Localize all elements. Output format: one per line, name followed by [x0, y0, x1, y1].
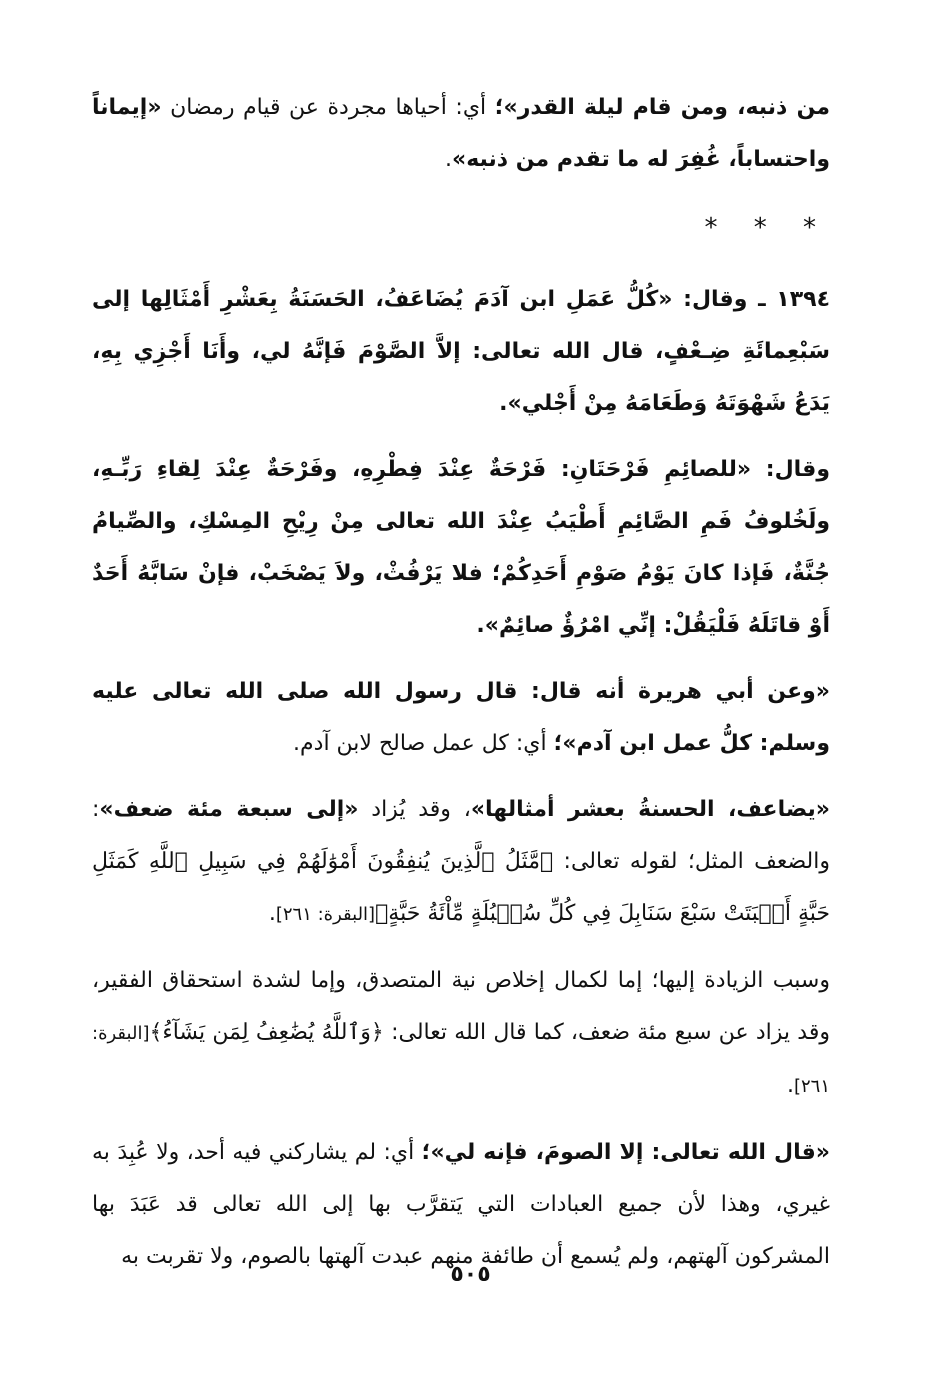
- paragraph-commentary-2: [92, 784, 830, 941]
- hadith-number: ١٣٩٤ ـ: [747, 287, 830, 312]
- quoted-text: «وعن أبي هريرة أنه قال: قال رسول الله صلى الله تعالى عليه وسلم: كلُّ عمل ابن آدم»؛: [92, 679, 830, 756]
- commentary-text: وسبب الزيادة إليها؛ إما لكمال إخلاص نية المتصدق، وإما لشدة استحقاق الفقير، وقد يزاد عن سبع مئة ضعف، كما قال الله تعالى:: [92, 968, 830, 1045]
- verse-reference: [البقرة: ٢٦١]: [92, 1023, 830, 1097]
- page-number: ٥٠٥: [450, 1262, 491, 1287]
- commentary-text: ، وقد يُزاد: [358, 797, 471, 822]
- punctuation: .: [499, 391, 508, 416]
- paragraph-hadith-1394: [92, 274, 830, 430]
- section-separator: * * *: [704, 213, 830, 243]
- commentary-text: أي: كل عمل صالح لابن آدم.: [293, 731, 554, 756]
- paragraph-1: [92, 82, 830, 186]
- hadith-text: «إيماناً واحتساباً، غُفِرَ له ما تقدم من ذنبه»: [92, 95, 830, 172]
- quoted-text: «يضاعف، الحسنةُ بعشر أمثالها»: [470, 797, 830, 822]
- paragraph-hadith-continued: [92, 444, 830, 652]
- quoted-text: «إلى سبعة مئة ضعف»: [99, 797, 359, 822]
- quran-verse: ﴿وَٱللَّهُ يُضَٰعِفُ لِمَن يَشَآءُ﴾: [149, 1020, 384, 1045]
- punctuation: .: [476, 613, 485, 638]
- quran-verse: ﴿مَّثَلُ ٱلَّذِينَ يُنفِقُونَ أَمْوَٰلَهُمْ فِي سَبِيلِ ٱللَّهِ كَمَثَلِ حَبَّةٍ أَنۢبَتَتْ سَبْعَ سَنَابِلَ فِي كُلِّ سُنۢبُلَةٍ مِّاْئَةُ حَبَّةٍ﴾: [92, 849, 830, 926]
- punctuation: .: [268, 901, 276, 926]
- page-body: [92, 82, 830, 1297]
- punctuation: .: [445, 147, 452, 172]
- verse-reference: [البقرة: ٢٦١]: [275, 904, 376, 925]
- paragraph-commentary-1: [92, 666, 830, 770]
- hadith-text: من ذنبه، ومن قام ليلة القدر»؛: [494, 95, 830, 120]
- hadith-text: وقال: «للصائِمِ فَرْحَتَانِ: فَرْحَةٌ عِنْدَ فِطْرِهِ، وفَرْحَةٌ عِنْدَ لِقاءِ رَبِّـهِ، ولَخُلوفُ فَمِ الصَّائِمِ أَطْيَبُ عِنْدَ الله تعالى مِنْ رِيْحِ المِسْكِ، والصِّيامُ جُنَّةٌ، فَإذا كانَ يَوْمُ صَوْمِ أَحَدِكُمْ؛ فلا يَرْفُثْ، ولاَ يَصْخَبْ، فإنْ سَابَّهُ أَحَدٌ أَوْ قاتَلَهُ فَلْيَقُلْ: إنِّي امْرُؤٌ صائِمٌ»: [92, 457, 830, 638]
- commentary-text: أي: أحياها مجردة عن قيام رمضان: [161, 95, 495, 120]
- punctuation: .: [786, 1073, 794, 1098]
- paragraph-commentary-3: [92, 955, 830, 1113]
- commentary-text: : والضعف المثل؛ لقوله تعالى:: [92, 797, 830, 874]
- commentary-text: أي: لم يشاركني فيه أحد، ولا عُبِدَ به غيري، وهذا لأن جميع العبادات التي يَتقرَّب بها إلى الله تعالى قد عَبَدَ بها المشركون آلهتهم، ولم يُسمع أن طائفة منهم عبدت آلهتها بالصوم، ولا تقربت به: [92, 1140, 830, 1269]
- hadith-text: وقال: «كُلُّ عَمَلِ ابن آدَمَ يُضَاعَفُ، الحَسَنَةُ بِعَشْرِ أَمْثَالِها إلى سَبْعِمائَةِ ضِـعْفٍ، قال الله تعالى: إلاَّ الصَّوْمَ فَإنَّهُ لي، وأَنَا أَجْزِي بِهِ، يَدَعُ شَهْوَتَهُ وَطَعَامَهُ مِنْ أَجْلي»: [92, 287, 830, 416]
- quoted-text: «قال الله تعالى: إلا الصومَ، فإنه لي»؛: [421, 1140, 830, 1165]
- paragraph-commentary-4: [92, 1127, 830, 1283]
